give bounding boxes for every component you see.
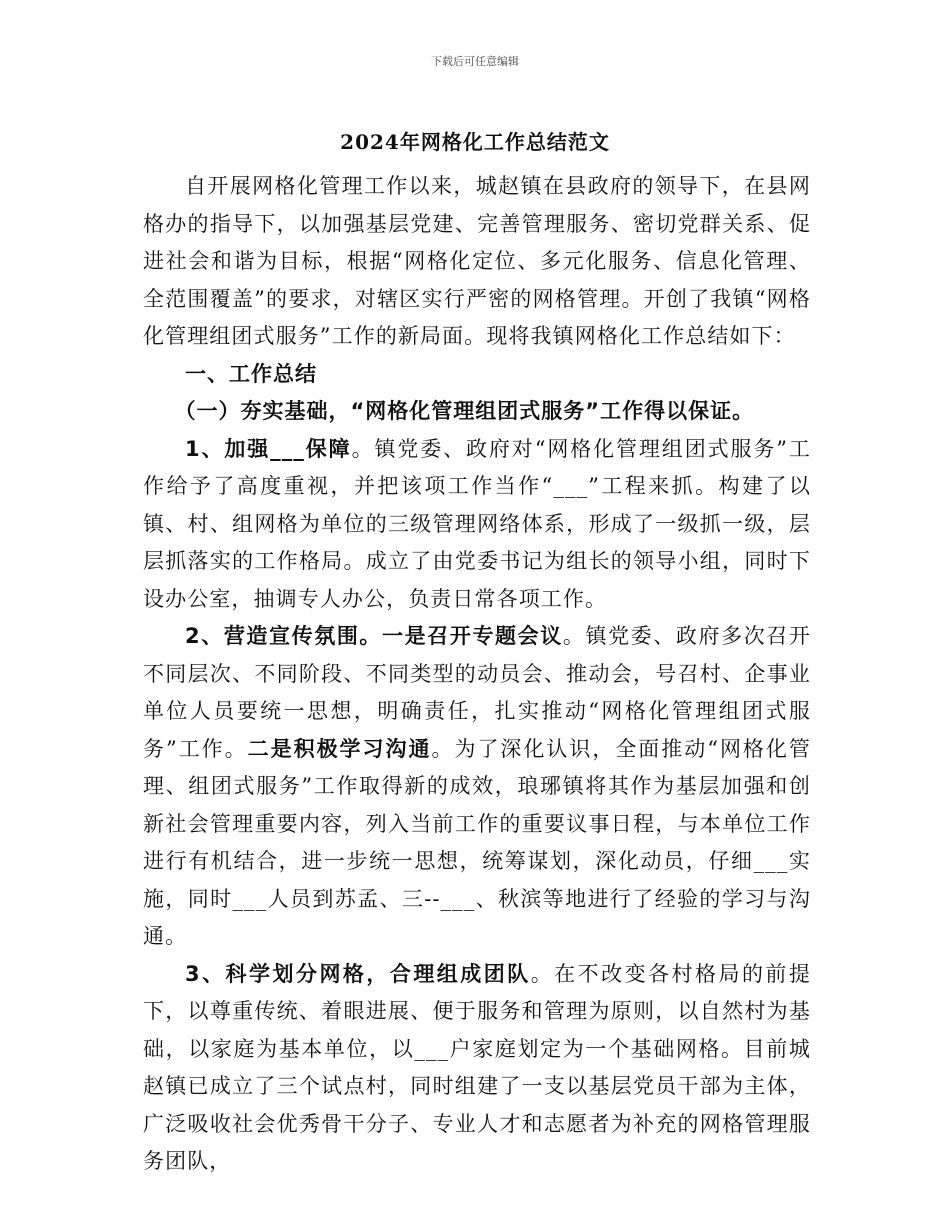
item-2-lead: 2、营造宣传氛围。 — [185, 624, 383, 648]
header-note: 下载后可任意编辑 — [431, 55, 519, 68]
item-1-text: 。镇党委、政府对“网格化管理组团式服务”工作给予了高度重视，并把该项工作当作“___”工程来抓。构建了以镇、村、组网格为单位的三级管理网络体系，形成了一级抓一级，层层抓落实的工作格局。成立了由党委书记为组长的领导小组，同时下设办公室，抽调专人办公，负责日常各项工作。 — [143, 436, 811, 611]
item-2-text-2: 。为了深化认识，全面推动“网格化管理、组团式服务”工作取得新的成效，琅琊镇将其作为基层加强和创新社会管理重要内容，列入当前工作的重要议事日程，与本单位工作进行有机结合，进一步统一思想，统筹谋划，深化动员，仔细___实施，同时___人员到苏孟、三--___、秋滨等地进行了经验的学习与沟通。 — [143, 736, 811, 948]
subsection-heading: （一）夯实基础，“网格化管理组团式服务”工作得以保证。 — [174, 399, 755, 423]
item-3-text: 。在不改变各村格局的前提下，以尊重传统、着眼进展、便于服务和管理为原则，以自然村为基础，以家庭为基本单位，以___户家庭划定为一个基础网格。目前城赵镇已成立了三个试点村，同时组建了一支以基层党员干部为主体，广泛吸收社会优秀骨干分子、专业人才和志愿者为补充的网格管理服务团队， — [143, 961, 811, 1173]
section-heading: 一、工作总结 — [185, 361, 317, 386]
intro-paragraph: 自开展网格化管理工作以来，城赵镇在县政府的领导下，在县网格办的指导下，以加强基层党建、完善管理服务、密切党群关系、促进社会和谐为目标，根据“网格化定位、多元化服务、信息化管理、全范围覆盖”的要求，对辖区实行严密的网格管理。开创了我镇“网格化管理组团式服务”工作的新局面。现将我镇网格化工作总结如下： — [143, 174, 811, 348]
document-title: 2024年网格化工作总结范文 — [340, 130, 610, 154]
item-1-lead: 1、加强___保障 — [185, 436, 352, 461]
item-2-paragraph — [143, 618, 811, 956]
document-body — [143, 168, 811, 1181]
item-2-text-1: 。镇党委、政府多次召开不同层次、不同阶段、不同类型的动员会、推动会，号召村、企事业单位人员要统一思想，明确责任，扎实推动“网格化管理组团式服务”工作。 — [143, 624, 811, 761]
item-2-sublead-2: 二是积极学习沟通 — [247, 736, 432, 761]
item-2-sublead-1: 一是召开专题会议 — [382, 624, 563, 648]
item-1-paragraph — [143, 431, 811, 619]
item-3-lead: 3、科学划分网格，合理组成团队 — [185, 961, 531, 986]
item-3-paragraph — [143, 956, 811, 1181]
